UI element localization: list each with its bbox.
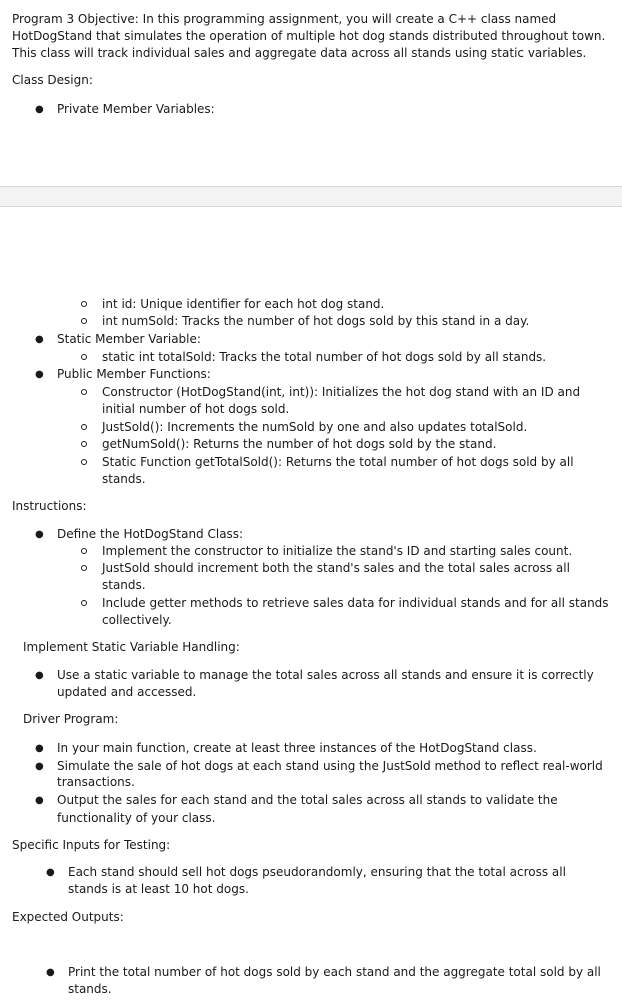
static-member-label: Static Member Variable:	[57, 332, 201, 346]
driver-heading: Driver Program:	[23, 712, 119, 726]
driver-item: In your main function, create at least three instances of the HotDogStand class.	[57, 741, 537, 755]
objective-line-3: This class will track individual sales and aggregate data across all stands using static variables.	[12, 46, 587, 60]
expected-item: Print the total number of hot dogs sold by each stand and the aggregate total sold by all	[68, 965, 601, 979]
static-handling-item-cont: updated and accessed.	[57, 685, 197, 699]
bullet-icon: ●	[35, 795, 44, 806]
public-function-item: JustSold(): Increments the numSold by one and also updates totalSold.	[102, 420, 528, 434]
testing-item: Each stand should sell hot dogs pseudorandomly, ensuring that the total across all	[68, 865, 566, 879]
circle-bullet-icon	[81, 301, 87, 307]
circle-bullet-icon	[81, 424, 87, 430]
circle-bullet-icon	[81, 318, 87, 324]
define-item: Implement the constructor to initialize the stand's ID and starting sales count.	[102, 544, 573, 558]
driver-item: Simulate the sale of hot dogs at each stand using the JustSold method to reflect real-world	[57, 759, 603, 773]
class-design-heading: Class Design:	[12, 73, 93, 87]
public-functions-label: Public Member Functions:	[57, 367, 211, 381]
private-members-label: Private Member Variables:	[57, 102, 215, 116]
bullet-icon: ●	[35, 104, 44, 115]
public-function-item: getNumSold(): Returns the number of hot dogs sold by the stand.	[102, 437, 497, 451]
circle-bullet-icon	[81, 600, 87, 606]
bullet-icon: ●	[46, 867, 55, 878]
page-break-band	[0, 186, 622, 207]
testing-heading: Specific Inputs for Testing:	[12, 838, 171, 852]
circle-bullet-icon	[81, 354, 87, 360]
instructions-heading: Instructions:	[12, 499, 87, 513]
static-member-item: static int totalSold: Tracks the total number of hot dogs sold by all stands.	[102, 350, 547, 364]
circle-bullet-icon	[81, 459, 87, 465]
private-member-item: int id: Unique identifier for each hot dog stand.	[102, 297, 385, 311]
define-item-cont: collectively.	[102, 613, 172, 627]
driver-item-cont: transactions.	[57, 775, 135, 789]
static-handling-heading: Implement Static Variable Handling:	[23, 640, 240, 654]
objective-line-2: HotDogStand that simulates the operation of multiple hot dog stands distributed throughout town.	[12, 29, 606, 43]
circle-bullet-icon	[81, 389, 87, 395]
define-class-label: Define the HotDogStand Class:	[57, 527, 244, 541]
bullet-icon: ●	[35, 369, 44, 380]
public-function-item: Constructor (HotDogStand(int, int)): Initializes the hot dog stand with an ID and	[102, 385, 581, 399]
expected-item-cont: stands.	[68, 982, 112, 996]
bullet-icon: ●	[35, 761, 44, 772]
circle-bullet-icon	[81, 548, 87, 554]
testing-item-cont: stands is at least 10 hot dogs.	[68, 882, 249, 896]
bullet-icon: ●	[35, 529, 44, 540]
define-item-cont: stands.	[102, 578, 146, 592]
bullet-icon: ●	[46, 967, 55, 978]
driver-item-cont: functionality of your class.	[57, 811, 216, 825]
bullet-icon: ●	[35, 743, 44, 754]
define-item: JustSold should increment both the stand's sales and the total sales across all	[102, 561, 570, 575]
circle-bullet-icon	[81, 565, 87, 571]
static-handling-item: Use a static variable to manage the total sales across all stands and ensure it is correctly	[57, 668, 594, 682]
public-function-item-cont: stands.	[102, 472, 146, 486]
expected-heading: Expected Outputs:	[12, 910, 124, 924]
objective-line-1: Program 3 Objective: In this programming assignment, you will create a C++ class named	[12, 12, 557, 26]
bullet-icon: ●	[35, 670, 44, 681]
public-function-item-cont: initial number of hot dogs sold.	[102, 402, 290, 416]
driver-item: Output the sales for each stand and the total sales across all stands to validate the	[57, 793, 558, 807]
define-item: Include getter methods to retrieve sales data for individual stands and for all stands	[102, 596, 609, 610]
bullet-icon: ●	[35, 334, 44, 345]
private-member-item: int numSold: Tracks the number of hot dogs sold by this stand in a day.	[102, 314, 530, 328]
public-function-item: Static Function getTotalSold(): Returns the total number of hot dogs sold by all	[102, 455, 574, 469]
circle-bullet-icon	[81, 441, 87, 447]
